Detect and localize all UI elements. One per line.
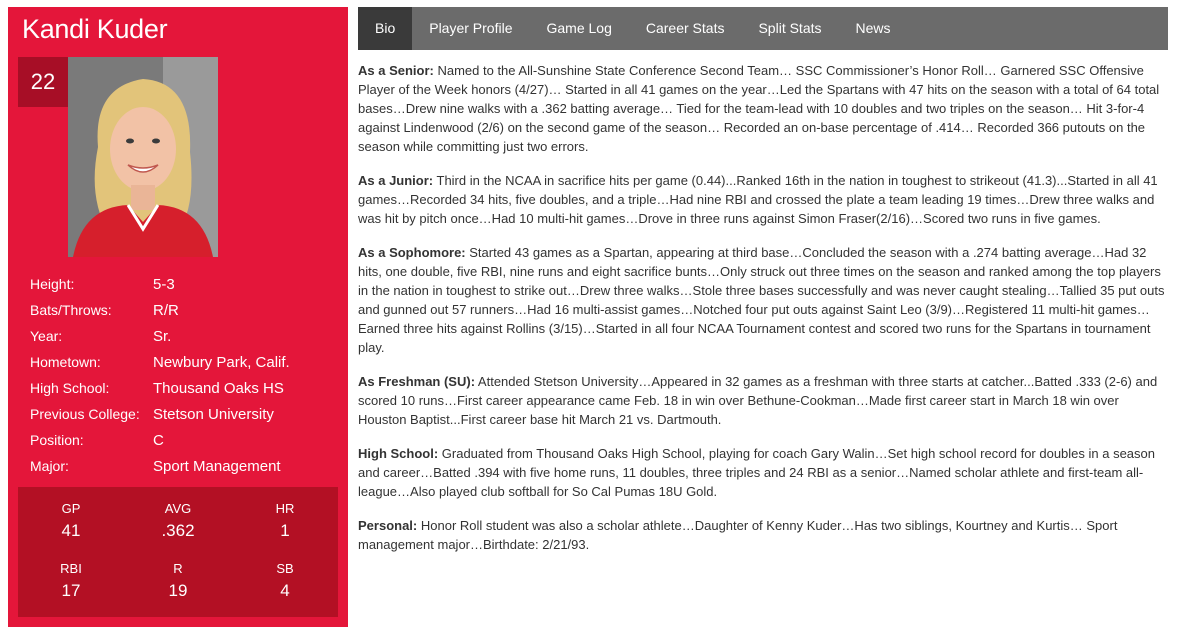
info-value: Sport Management <box>153 457 281 475</box>
info-row-hometown <box>30 349 340 375</box>
bio-heading: As a Junior: <box>358 173 434 188</box>
bio-text: Honor Roll student was also a scholar athlete…Daughter of Kenny Kuder…Has two siblings, Kourtney and Kurtis… Sport management major…Birthdate: 2/21/93. <box>358 518 1118 552</box>
bio-content <box>358 61 1170 569</box>
bio-text: Started 43 games as a Spartan, appearing at third base…Concluded the season with a .274 batting average…Had 32 hits, one double, five RBI, nine runs and eight sacrifice bunts…Only struck out three times on the season and ranked among the top players in the nation in toughest to strike out…Drew three walks…Stole three bases successfully and was never caught stealing…Tallied 35 put outs and gunned out 57 runners…Had 16 multi-assist games…Notched four put outs against Saint Leo (3/9)…Registered 11 multi-hit games…Earned three hits against Rollins (3/15)…Started in all four NCAA Tournament contest and scored two runs for the Spartans in tournament play. <box>358 245 1165 355</box>
info-row-position <box>30 427 340 453</box>
info-label: High School: <box>30 380 110 396</box>
bio-senior <box>358 61 1170 156</box>
bio-text: Graduated from Thousand Oaks High School, playing for coach Gary Walin…Set high school record for doubles in a season and career…Batted .394 with five home runs, 11 doubles, three triples and 24 RBI as a senior…Named scholar athlete and first-team all-league…Also played club softball for So Cal Pumas 18U Gold. <box>358 446 1155 499</box>
bio-heading: As Freshman (SU): <box>358 374 476 389</box>
stat-rbi <box>18 561 124 601</box>
bio-high-school <box>358 444 1170 501</box>
stat-value: 17 <box>61 581 81 600</box>
info-label: Height: <box>30 276 75 292</box>
bio-text: Third in the NCAA in sacrifice hits per game (0.44)...Ranked 16th in the nation in toughest to strikeout (41.3)...Started in all 41 games…Recorded 34 hits, five doubles, and a triple…Had nine RBI and crossed the plate a team leading 19 times…Drew three walks and was hit by pitch once…Had 10 multi-hit games…Drove in three runs against Simon Fraser(2/16)…Scored two runs in five games. <box>358 173 1158 226</box>
info-label: Position: <box>30 432 84 448</box>
tab-bio[interactable]: Bio <box>358 7 412 50</box>
jersey-number: 22 <box>18 57 68 107</box>
stat-label: RBI <box>60 561 82 576</box>
info-value: R/R <box>153 301 179 319</box>
stat-gp <box>18 501 124 541</box>
bio-sophomore <box>358 243 1170 357</box>
stat-label: SB <box>276 561 294 576</box>
info-value: Sr. <box>153 327 172 345</box>
stats-box <box>18 487 338 617</box>
info-row-year <box>30 323 340 349</box>
info-row-major <box>30 453 340 479</box>
tab-game-log[interactable]: Game Log <box>546 20 612 36</box>
info-value: Newbury Park, Calif. <box>153 353 290 371</box>
stat-value: 1 <box>280 521 290 540</box>
bio-text: Attended Stetson University…Appeared in 32 games as a freshman with three starts at catcher...Batted .333 (2-6) and scored 10 runs…First career appearance came Feb. 18 in win over Bethune-Cookman…Made first career start in March 18 win over Houston Baptist...First career base hit March 21 vs. Dartmouth. <box>358 374 1158 427</box>
info-label: Previous College: <box>30 406 140 422</box>
bio-junior <box>358 171 1170 228</box>
stat-value: .362 <box>161 521 195 540</box>
player-info-list <box>30 271 340 479</box>
player-photo <box>68 57 218 257</box>
info-row-high-school <box>30 375 340 401</box>
tab-bar <box>358 7 1168 50</box>
player-card <box>8 7 348 627</box>
stat-avg <box>125 501 231 541</box>
stat-label: R <box>173 561 183 576</box>
info-label: Major: <box>30 458 69 474</box>
bio-personal <box>358 516 1170 554</box>
player-name: Kandi Kuder <box>22 14 168 44</box>
info-label: Bats/Throws: <box>30 302 112 318</box>
info-row-bats-throws <box>30 297 340 323</box>
info-row-height <box>30 271 340 297</box>
bio-heading: High School: <box>358 446 439 461</box>
bio-heading: As a Senior: <box>358 63 434 78</box>
stat-value: 19 <box>168 581 188 600</box>
tab-career-stats[interactable]: Career Stats <box>645 20 725 36</box>
stat-r <box>125 561 231 601</box>
tab-split-stats[interactable]: Split Stats <box>758 20 822 36</box>
stat-sb <box>232 561 338 601</box>
info-label: Hometown: <box>30 354 101 370</box>
stat-value: 4 <box>280 581 290 600</box>
bio-heading: As a Sophomore: <box>358 245 466 260</box>
bio-text: Named to the All-Sunshine State Conference Second Team… SSC Commissioner’s Honor Roll… Garnered SSC Offensive Player of the Week honors (4/27)… Started in all 41 games on the year…Led the Spartans with 47 hits on the season with a total of 64 total bases…Drew nine walks with a .362 batting average… Tied for the team-lead with 10 doubles and two triples on the season… Hit 3-for-4 against Lindenwood (2/6) on the second game of the season… Recorded an on-base percentage of .414… Recorded 366 putouts on the season while committing just two errors. <box>358 63 1160 154</box>
bio-freshman <box>358 372 1170 429</box>
stat-label: HR <box>275 501 295 516</box>
info-row-previous-college <box>30 401 340 427</box>
info-label: Year: <box>30 328 63 344</box>
tab-news[interactable]: News <box>855 20 891 36</box>
tab-player-profile[interactable]: Player Profile <box>429 20 513 36</box>
info-value: 5-3 <box>153 275 175 293</box>
info-value: C <box>153 431 164 449</box>
stat-label: GP <box>61 501 81 516</box>
stat-value: 41 <box>61 521 81 540</box>
stat-label: AVG <box>164 501 192 516</box>
info-value: Stetson University <box>153 405 274 423</box>
stat-hr <box>232 501 338 541</box>
info-value: Thousand Oaks HS <box>153 379 284 397</box>
bio-heading: Personal: <box>358 518 418 533</box>
